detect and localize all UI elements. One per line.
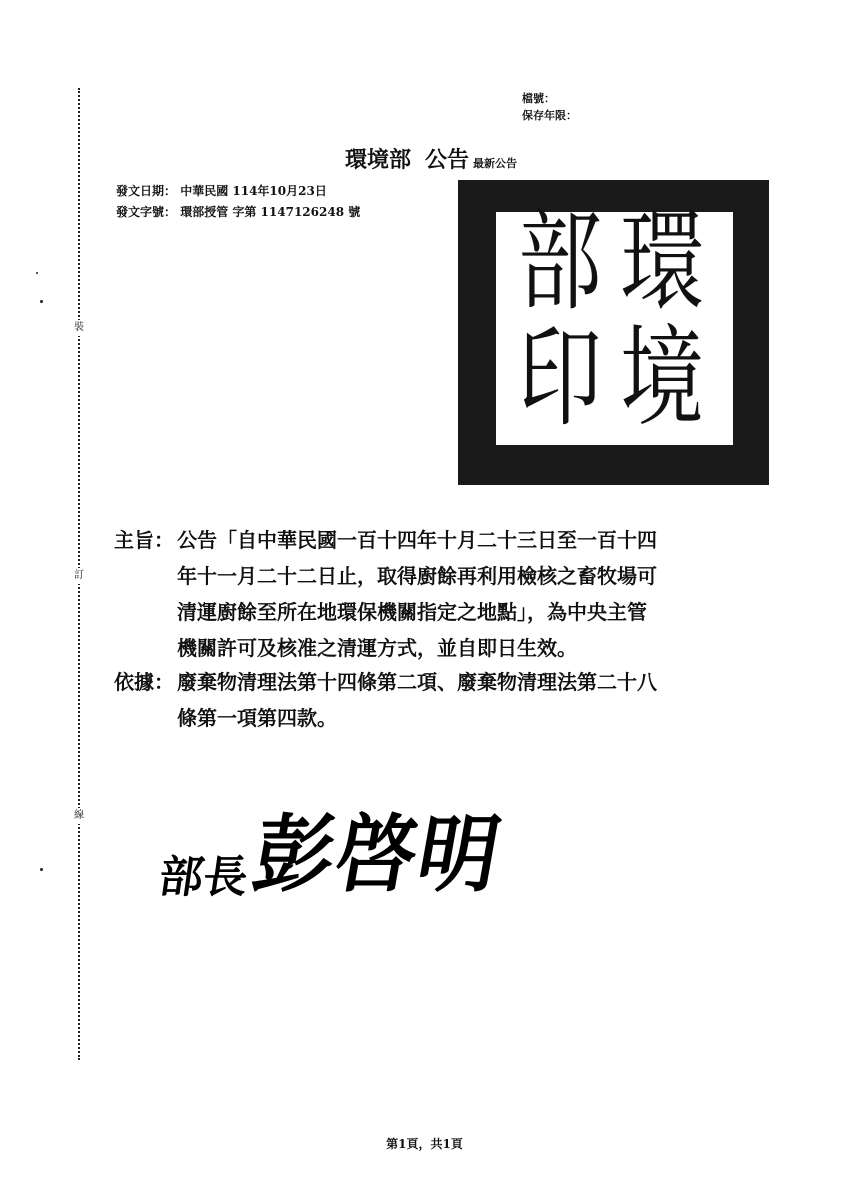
latest-announcement-tag: 最新公告 (473, 157, 518, 170)
basis-label: 依據： (114, 670, 174, 694)
subject-text (177, 522, 737, 666)
subject-line: 清運廚餘至所在地環保機關指定之地點」，為中央主管 (177, 600, 647, 624)
document-type: 公告 (425, 147, 470, 173)
basis-line: 廢棄物清理法第十四條第二項、廢棄物清理法第二十八 (177, 670, 657, 694)
reference-number-value: 環部授管 字第 1147126248 號 (180, 205, 361, 219)
minister-signature (155, 790, 510, 905)
reference-number-row (116, 202, 360, 223)
seal-char-2: 境 (620, 314, 705, 442)
seal-char-1: 環 (620, 198, 705, 326)
basis-line: 條第一項第四款。 (177, 706, 337, 730)
document-title (345, 143, 517, 174)
retention-period-label: 保存年限： (522, 109, 577, 122)
issue-date-label: 發文日期： (116, 184, 177, 198)
issue-meta (116, 181, 360, 223)
seal-char-3: 部 (518, 198, 603, 326)
binding-char-ding: 訂 (70, 568, 88, 584)
signature-title: 部長 (155, 852, 251, 903)
file-number-label: 檔號： (522, 92, 555, 105)
scan-speck (36, 272, 38, 274)
issue-date-row (116, 181, 360, 202)
subject-line: 年十一月二十二日止，取得廚餘再利用檢核之畜牧場可 (177, 564, 657, 588)
reference-number-label: 發文字號： (116, 205, 177, 219)
subject-line: 公告「自中華民國一百十四年十月二十三日至一百十四 (177, 528, 657, 552)
scan-speck (40, 868, 43, 871)
seal-char-4: 印 (518, 314, 603, 442)
seal-inner-field (496, 198, 733, 445)
scan-speck (40, 300, 43, 303)
official-seal (458, 180, 769, 485)
subject-label: 主旨： (114, 528, 174, 552)
page-number: 第1頁，共1頁 (386, 1137, 463, 1151)
signature-name: 彭啓明 (246, 804, 510, 904)
basis-text (177, 664, 737, 736)
binding-char-zhuang: 裝 (70, 320, 88, 336)
archive-info (522, 90, 577, 124)
subject-line: 機關許可及核准之清運方式，並自即日生效。 (177, 636, 577, 660)
issuing-agency: 環境部 (345, 147, 412, 173)
issue-date-value: 中華民國 114年10月23日 (180, 184, 327, 198)
binding-char-xian: 線 (70, 808, 88, 824)
